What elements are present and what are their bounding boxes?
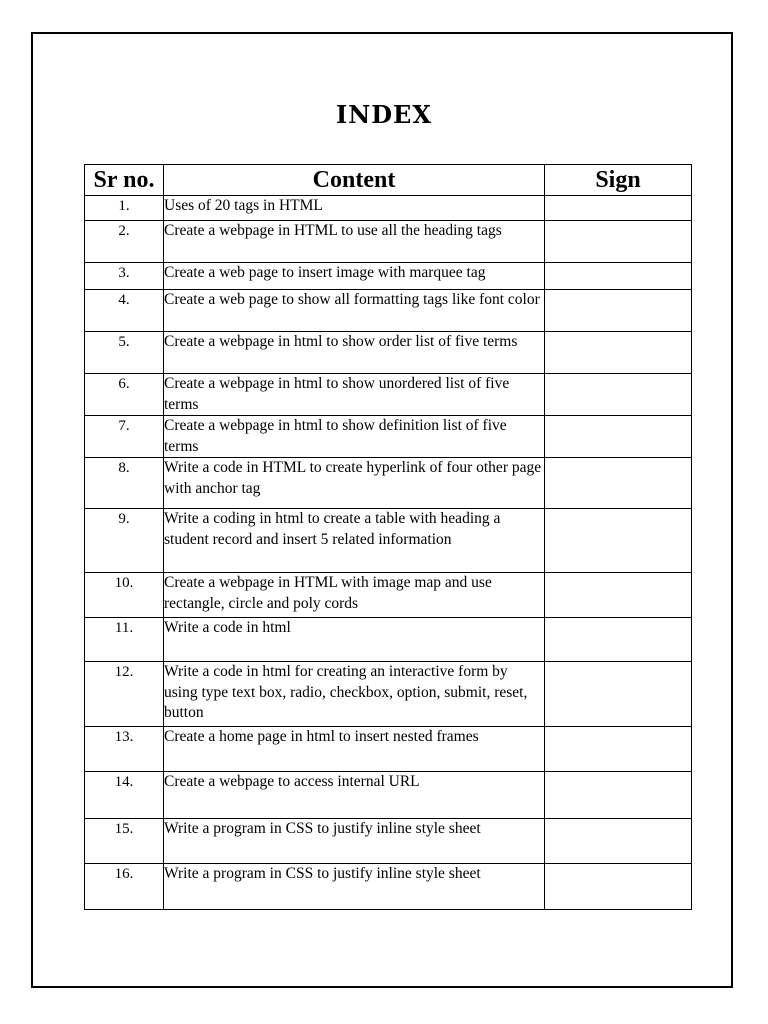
row-sr-no: 6.	[85, 374, 164, 416]
row-sr-no: 3.	[85, 263, 164, 290]
row-content: Write a code in HTML to create hyperlink of four other page with anchor tag	[164, 458, 545, 509]
row-content: Write a program in CSS to justify inline style sheet	[164, 819, 545, 864]
row-content: Create a webpage in html to show order list of five terms	[164, 332, 545, 374]
row-sign	[545, 332, 692, 374]
row-sign	[545, 416, 692, 458]
row-sr-no: 16.	[85, 864, 164, 910]
header-content: Content	[164, 165, 545, 196]
table-row	[85, 458, 692, 509]
table-row	[85, 290, 692, 332]
table-row	[85, 196, 692, 221]
row-content: Create a webpage in HTML with image map and use rectangle, circle and poly cords	[164, 573, 545, 618]
row-content: Create a webpage in html to show unordered list of five terms	[164, 374, 545, 416]
table-row	[85, 573, 692, 618]
row-sr-no: 11.	[85, 618, 164, 662]
row-content: Create a home page in html to insert nested frames	[164, 727, 545, 772]
index-table	[84, 164, 692, 910]
page-title: INDEX	[336, 100, 432, 129]
row-sr-no: 9.	[85, 509, 164, 573]
row-content: Write a code in html	[164, 618, 545, 662]
row-sr-no: 1.	[85, 196, 164, 221]
table-row	[85, 509, 692, 573]
row-content: Create a webpage in html to show definition list of five terms	[164, 416, 545, 458]
row-sr-no: 2.	[85, 221, 164, 263]
header-sr-no: Sr no.	[85, 165, 164, 196]
row-sign	[545, 573, 692, 618]
row-sign	[545, 509, 692, 573]
row-sr-no: 4.	[85, 290, 164, 332]
header-row	[85, 165, 692, 196]
row-sign	[545, 772, 692, 819]
row-content: Write a program in CSS to justify inline style sheet	[164, 864, 545, 910]
row-content: Create a web page to insert image with marquee tag	[164, 263, 545, 290]
row-content: Create a web page to show all formatting tags like font color	[164, 290, 545, 332]
table-row	[85, 819, 692, 864]
row-sr-no: 5.	[85, 332, 164, 374]
row-content: Uses of 20 tags in HTML	[164, 196, 545, 221]
row-sign	[545, 221, 692, 263]
table-row	[85, 263, 692, 290]
row-sr-no: 13.	[85, 727, 164, 772]
row-content: Write a coding in html to create a table with heading a student record and insert 5 related information	[164, 509, 545, 573]
row-content: Write a code in html for creating an interactive form by using type text box, radio, checkbox, option, submit, reset, button	[164, 662, 545, 727]
row-sr-no: 15.	[85, 819, 164, 864]
row-sign	[545, 819, 692, 864]
table-row	[85, 618, 692, 662]
row-sr-no: 7.	[85, 416, 164, 458]
row-sr-no: 10.	[85, 573, 164, 618]
row-sr-no: 14.	[85, 772, 164, 819]
table-row	[85, 416, 692, 458]
row-content: Create a webpage in HTML to use all the heading tags	[164, 221, 545, 263]
row-sign	[545, 618, 692, 662]
table-row	[85, 221, 692, 263]
row-sign	[545, 196, 692, 221]
row-sr-no: 12.	[85, 662, 164, 727]
table-row	[85, 662, 692, 727]
table-row	[85, 864, 692, 910]
row-sign	[545, 662, 692, 727]
row-sr-no: 8.	[85, 458, 164, 509]
row-content: Create a webpage to access internal URL	[164, 772, 545, 819]
row-sign	[545, 727, 692, 772]
table-row	[85, 374, 692, 416]
table-row	[85, 332, 692, 374]
table-row	[85, 727, 692, 772]
row-sign	[545, 864, 692, 910]
row-sign	[545, 458, 692, 509]
header-sign: Sign	[545, 165, 692, 196]
table-row	[85, 772, 692, 819]
row-sign	[545, 290, 692, 332]
row-sign	[545, 263, 692, 290]
row-sign	[545, 374, 692, 416]
